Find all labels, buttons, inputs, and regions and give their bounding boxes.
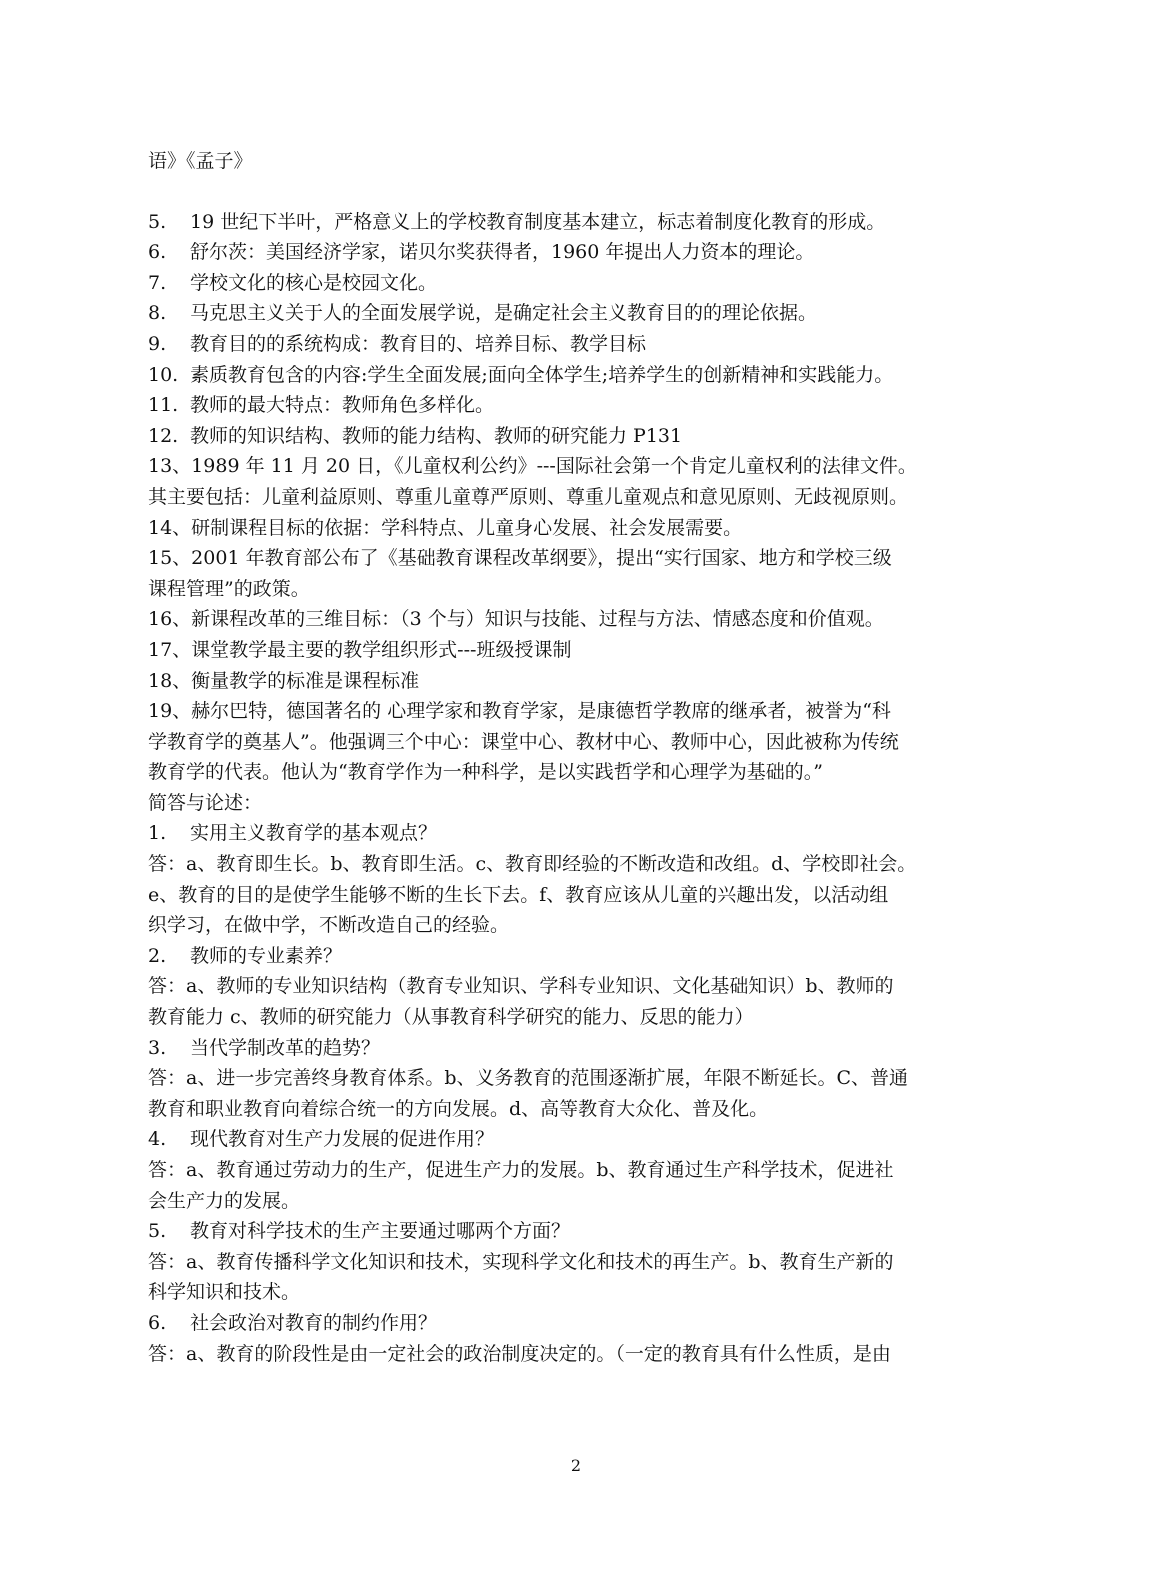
item-number: 8. — [148, 302, 167, 325]
text-line — [148, 268, 998, 299]
line-text: 教育对科学技术的生产主要通过哪两个方面？ — [190, 1220, 571, 1243]
line-text: 课程管理”的政策。 — [148, 577, 310, 600]
line-text: 19、赫尔巴特，德国著名的 心理学家和教育学家，是康德哲学教席的继承者，被誉为“科 — [148, 700, 891, 723]
line-text: 马克思主义关于人的全面发展学说，是确定社会主义教育目的的理论依据。 — [190, 302, 818, 325]
line-text: 其主要包括：儿童利益原则、尊重儿童尊严原则、尊重儿童观点和意见原则、无歧视原则。 — [148, 485, 909, 508]
item-number: 6. — [148, 1311, 167, 1334]
line-text: 会生产力的发展。 — [148, 1189, 301, 1212]
text-line — [148, 390, 998, 421]
line-text: 16、新课程改革的三维目标：（3 个与）知识与技能、过程与方法、情感态度和价值观。 — [148, 608, 884, 631]
line-text: 现代教育对生产力发展的促进作用？ — [190, 1128, 495, 1151]
item-number: 11. — [148, 394, 179, 417]
text-line — [148, 360, 998, 391]
text-line — [148, 727, 998, 758]
text-line — [148, 635, 998, 666]
line-text: 当代学制改革的趋势？ — [190, 1036, 381, 1059]
text-line — [148, 451, 998, 482]
line-text: 答：a、教育通过劳动力的生产，促进生产力的发展。b、教育通过生产科学技术，促进社 — [148, 1159, 894, 1181]
item-number: 12. — [148, 424, 179, 447]
text-line — [148, 1002, 998, 1033]
text-line — [148, 666, 998, 697]
text-line — [148, 696, 998, 727]
text-line — [148, 757, 998, 788]
line-text: 教育学的代表。他认为“教育学作为一种科学，是以实践哲学和心理学为基础的。” — [148, 761, 823, 784]
text-line — [148, 971, 998, 1002]
document-body — [148, 146, 998, 1369]
item-number: 9. — [148, 332, 167, 355]
text-line — [148, 880, 998, 911]
text-line — [148, 788, 998, 819]
text-line — [148, 1216, 998, 1247]
line-text: 素质教育包含的内容:学生全面发展;面向全体学生;培养学生的创新精神和实践能力。 — [190, 363, 894, 386]
text-line — [148, 1063, 998, 1094]
line-text: 社会政治对教育的制约作用？ — [190, 1311, 438, 1334]
line-text: 答：a、教育即生长。b、教育即生活。c、教育即经验的不断改造和改组。d、学校即社会。 — [148, 853, 917, 876]
item-number: 7. — [148, 271, 167, 294]
text-line — [148, 1277, 998, 1308]
page-number: 2 — [570, 1456, 582, 1475]
text-line — [148, 1308, 998, 1339]
line-text: 15、2001 年教育部公布了《基础教育课程改革纲要》，提出“实行国家、地方和学校三级 — [148, 547, 892, 570]
line-text: 学校文化的核心是校园文化。 — [190, 271, 438, 294]
text-line — [148, 1339, 998, 1370]
line-text: 答：a、教育的阶段性是由一定社会的政治制度决定的。（一定的教育具有什么性质，是由 — [148, 1342, 891, 1365]
line-text: 教育目的的系统构成：教育目的、培养目标、教学目标 — [190, 332, 647, 355]
text-line — [148, 1247, 998, 1278]
item-number: 5. — [148, 1220, 167, 1243]
text-line — [148, 237, 998, 268]
line-text: 18、衡量教学的标准是课程标准 — [148, 669, 420, 692]
line-text: 答：a、进一步完善终身教育体系。b、义务教育的范围逐渐扩展，年限不断延长。C、普通 — [148, 1067, 909, 1090]
text-line — [148, 1155, 998, 1186]
text-line — [148, 849, 998, 880]
text-line — [148, 482, 998, 513]
line-text: 19 世纪下半叶，严格意义上的学校教育制度基本建立，标志着制度化教育的形成。 — [190, 210, 886, 233]
line-text: 答：a、教育传播科学文化知识和技术，实现科学文化和技术的再生产。b、教育生产新的 — [148, 1250, 894, 1273]
item-number: 6. — [148, 241, 167, 264]
text-line — [148, 207, 998, 238]
text-line — [148, 146, 998, 177]
line-text: 教师的知识结构、教师的能力结构、教师的研究能力 P131 — [190, 424, 683, 447]
text-line — [148, 1094, 998, 1125]
text-line — [148, 298, 998, 329]
item-number: 10. — [148, 363, 179, 386]
line-text: 织学习，在做中学，不断改造自己的经验。 — [148, 914, 510, 937]
line-text: 教师的最大特点：教师角色多样化。 — [190, 394, 495, 417]
line-text: 14、研制课程目标的依据：学科特点、儿童身心发展、社会发展需要。 — [148, 516, 743, 539]
line-text: 语》《孟子》 — [148, 150, 253, 172]
item-number: 4. — [148, 1128, 167, 1151]
line-text: 答：a、教师的专业知识结构（教育专业知识、学科专业知识、文化基础知识）b、教师的 — [148, 975, 894, 998]
text-line — [148, 1186, 998, 1217]
text-line — [148, 513, 998, 544]
line-text: 教育和职业教育向着综合统一的方向发展。d、高等教育大众化、普及化。 — [148, 1097, 769, 1120]
line-text: 简答与论述： — [148, 791, 263, 814]
text-line — [148, 941, 998, 972]
text-line — [148, 1124, 998, 1155]
item-number: 1. — [148, 822, 167, 845]
blank-line — [148, 177, 998, 207]
line-text: 教师的专业素养？ — [190, 944, 343, 967]
item-number: 2. — [148, 944, 167, 967]
text-line — [148, 574, 998, 605]
line-text: 17、课堂教学最主要的教学组织形式---班级授课制 — [148, 638, 572, 661]
item-number: 5. — [148, 210, 167, 233]
text-line — [148, 1033, 998, 1064]
line-text: 科学知识和技术。 — [148, 1281, 301, 1304]
text-line — [148, 543, 998, 574]
text-line — [148, 329, 998, 360]
text-line — [148, 910, 998, 941]
line-text: 实用主义教育学的基本观点？ — [190, 822, 438, 845]
line-text: 13、1989 年 11 月 20 日，《儿童权利公约》---国际社会第一个肯定儿童权利的法律文件。 — [148, 455, 917, 478]
text-line — [148, 818, 998, 849]
line-text: 舒尔茨：美国经济学家，诺贝尔奖获得者，1960 年提出人力资本的理论。 — [190, 241, 815, 264]
text-line — [148, 421, 998, 452]
item-number: 3. — [148, 1036, 167, 1059]
line-text: 教育能力 c、教师的研究能力（从事教育科学研究的能力、反思的能力） — [148, 1006, 754, 1029]
line-text: 学教育学的奠基人”。他强调三个中心：课堂中心、教材中心、教师中心，因此被称为传统 — [148, 730, 899, 753]
text-line — [148, 604, 998, 635]
line-text: e、教育的目的是使学生能够不断的生长下去。f、教育应该从儿童的兴趣出发，以活动组 — [148, 883, 889, 906]
